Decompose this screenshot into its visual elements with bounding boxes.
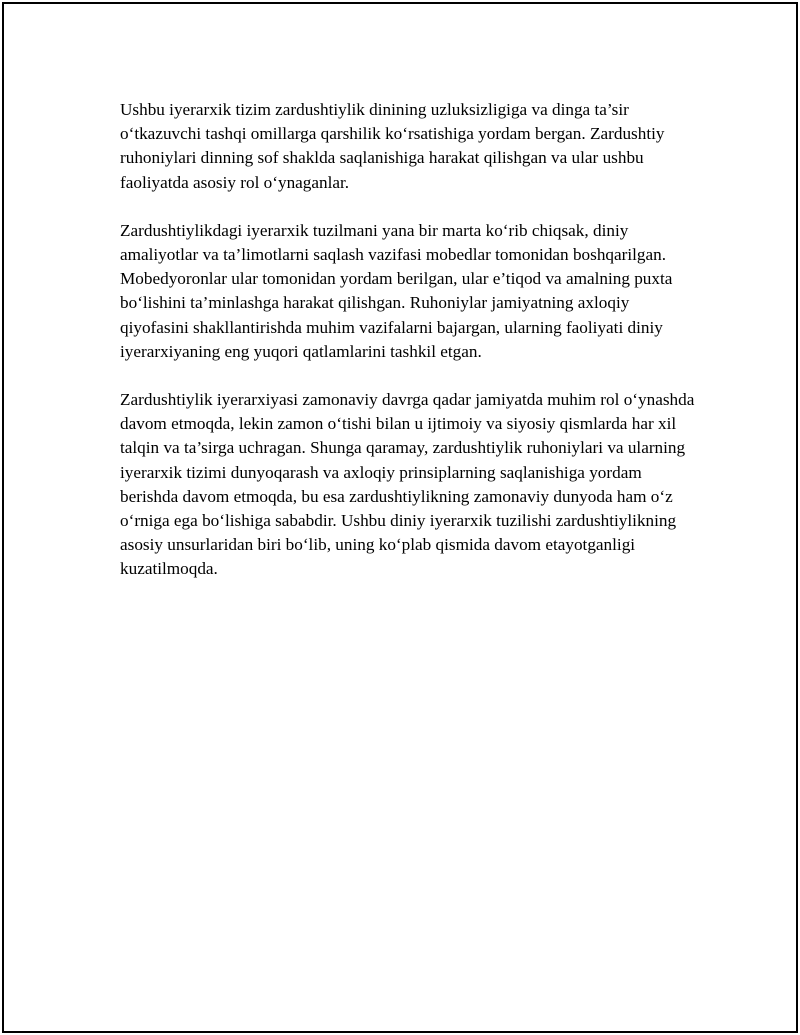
paragraph-1: Ushbu iyerarxik tizim zardushtiylik dinining uzluksizligiga va dinga ta’sir o‘tkazuvchi tashqi omillarga qarshilik ko‘rsatishiga yordam bergan. Zardushtiy ruhoniylari dinning sof shaklda saqlanishiga harakat qilishgan va ular ushbu faoliyatda asosiy rol o‘ynaganlar.	[120, 100, 665, 192]
document-body	[120, 98, 700, 606]
paragraph-3: Zardushtiylik iyerarxiyasi zamonaviy davrga qadar jamiyatda muhim rol o‘ynashda davom etmoqda, lekin zamon o‘tishi bilan u ijtimoiy va siyosiy qismlarda har xil talqin va ta’sirga uchragan. Shunga qaramay, zardushtiylik ruhoniylari va ularning iyerarxik tizimi dunyoqarash va axloqiy prinsiplarning saqlanishiga yordam berishda davom etmoqda, bu esa zardushtiylikning zamonaviy dunyoda ham o‘z o‘rniga ega bo‘lishiga sababdir. Ushbu diniy iyerarxik tuzilishi zardushtiylikning asosiy unsurlaridan biri bo‘lib, uning ko‘plab qismida davom etayotganligi kuzatilmoqda.	[120, 390, 695, 579]
paragraph-2: Zardushtiylikdagi iyerarxik tuzilmani yana bir marta ko‘rib chiqsak, diniy amaliyotlar va ta’limotlarni saqlash vazifasi mobedlar tomonidan boshqarilgan. Mobedyoronlar ular tomonidan yordam berilgan, ular e’tiqod va amalning puxta bo‘lishini ta’minlashga harakat qilishgan. Ruhoniylar jamiyatning axloqiy qiyofasini shakllantirishda muhim vazifalarni bajargan, ularning faoliyati diniy iyerarxiyaning eng yuqori qatlamlarini tashkil etgan.	[120, 220, 673, 361]
document-page	[2, 2, 798, 1033]
